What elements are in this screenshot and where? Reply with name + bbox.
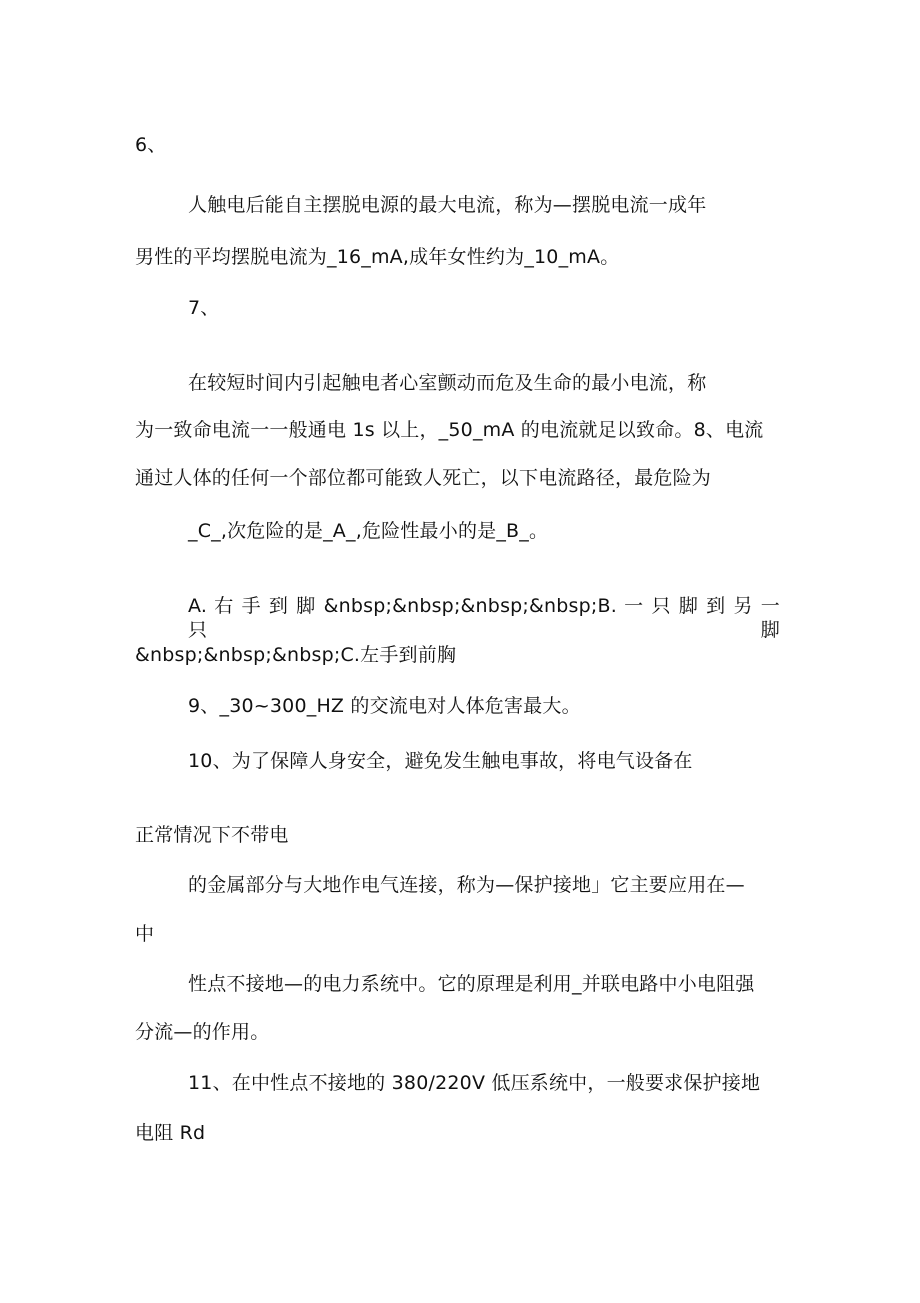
item-11-text-line-2: 电阻 Rd bbox=[135, 1122, 206, 1144]
item-7-text-line-2: 为一致命电流一一般通电 1s 以上，_50_mA 的电流就足以致命。8、电流 bbox=[135, 419, 764, 441]
item-9-text: 9、_30~300_HZ 的交流电对人体危害最大。 bbox=[188, 695, 581, 717]
item-6-number: 6、 bbox=[135, 134, 167, 156]
item-10-text-line-1: 10、为了保障人身安全，避免发生触电事故，将电气设备在 bbox=[188, 750, 693, 772]
item-10-text-line-6: 分流—的作用。 bbox=[135, 1021, 270, 1043]
item-10-text-line-2: 正常情况下不带电 bbox=[135, 824, 289, 846]
item-6-text-line-2: 男性的平均摆脱电流为_16_mA,成年女性约为_10_mA。 bbox=[135, 246, 620, 268]
item-10-text-line-3: 的金属部分与大地作电气连接，称为—保护接地」它主要应用在— bbox=[188, 874, 745, 896]
item-7-text-line-1: 在较短时间内引起触电者心室颤动而危及生命的最小电流，称 bbox=[188, 372, 707, 394]
item-8-options-line-1: A. 右 手 到 脚 &nbsp;&nbsp;&nbsp;&nbsp;B. 一 只 脚 到 另 一 只 脚 bbox=[188, 595, 780, 641]
item-8-options-line-2: &nbsp;&nbsp;&nbsp;C.左手到前胸 bbox=[135, 644, 457, 666]
item-7-number: 7、 bbox=[188, 297, 220, 319]
item-10-text-line-4: 中 bbox=[135, 923, 155, 945]
item-8-text-line-1: 通过人体的任何一个部位都可能致人死亡，以下电流路径，最危险为 bbox=[135, 467, 712, 489]
item-11-text-line-1: 11、在中性点不接地的 380/220V 低压系统中，一般要求保护接地 bbox=[188, 1072, 761, 1094]
item-8-text-line-2: _C_,次危险的是_A_,危险性最小的是_B_。 bbox=[188, 520, 549, 542]
item-10-text-line-5: 性点不接地—的电力系统中。它的原理是利用_并联电路中小电阻强 bbox=[188, 973, 755, 995]
item-6-text-line-1: 人触电后能自主摆脱电源的最大电流，称为—摆脱电流一成年 bbox=[188, 194, 707, 216]
